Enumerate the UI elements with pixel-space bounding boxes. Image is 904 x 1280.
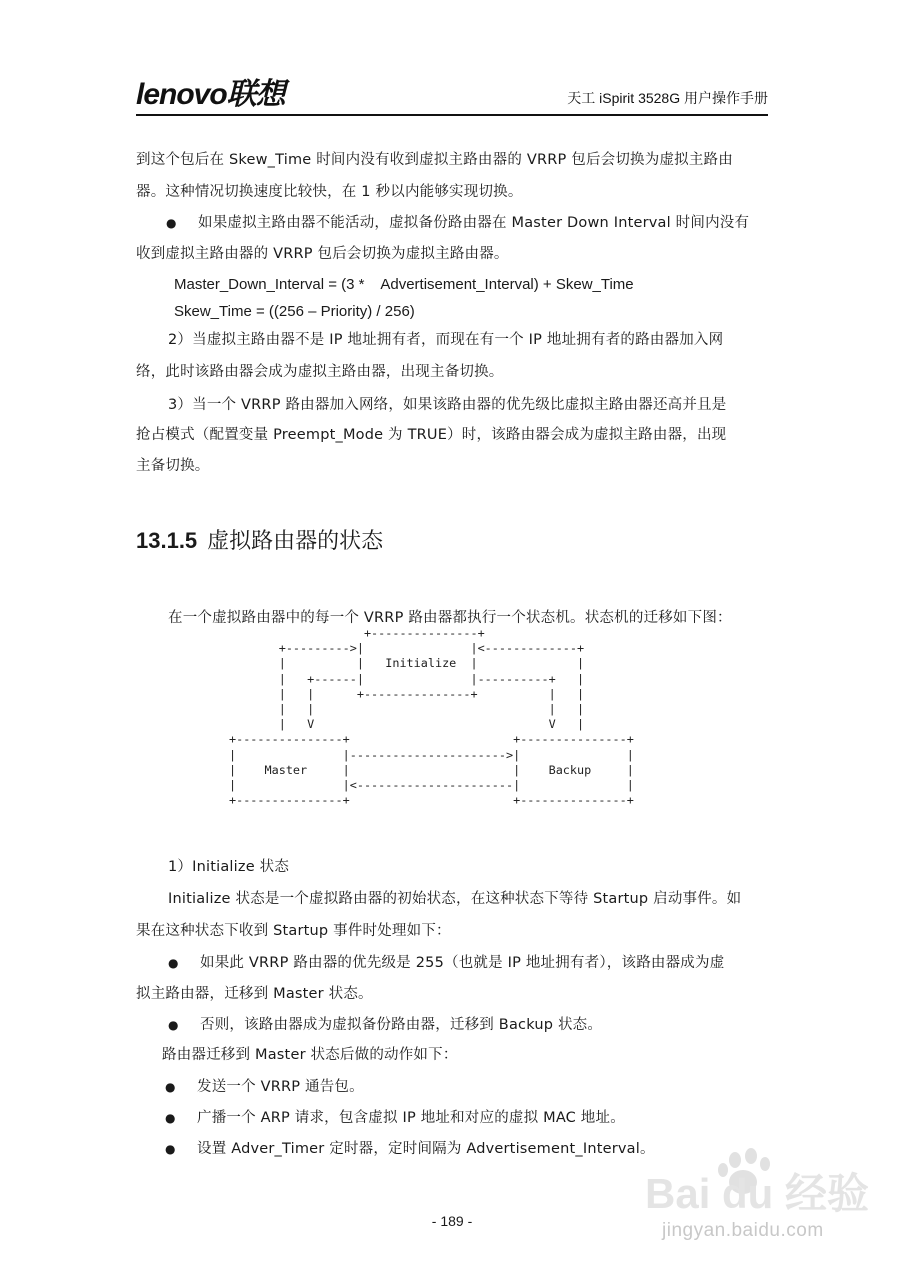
formula-skew-time: Skew_Time = ((256 – Priority) / 256) — [174, 303, 415, 320]
paragraph-line: 收到虚拟主路由器的 VRRP 包后会切换为虚拟主路由器。 — [136, 246, 509, 262]
section-number: 13.1.5 — [136, 528, 198, 553]
svg-text:Bai du 经验: Bai du 经验 — [645, 1170, 870, 1217]
bullet-text: ● 如果虚拟主路由器不能活动，虚拟备份路由器在 Master Down Interval 时间内没有 — [198, 215, 749, 231]
watermark-url: jingyan.baidu.com — [662, 1220, 824, 1241]
bullet-item — [198, 215, 772, 232]
paragraph-line: 抢占模式（配置变量 Preempt_Mode 为 TRUE）时，该路由器会成为虚拟主路由器，出现 — [136, 427, 727, 443]
formula-master-down-interval: Master_Down_Interval = (3 * Advertisement_Interval) + Skew_Time — [174, 276, 634, 293]
svg-text:lenovo联想: lenovo联想 — [136, 78, 285, 111]
bullet-text: ● 发送一个 VRRP 通告包。 — [197, 1079, 364, 1095]
manual-title: 天工 iSpirit 3528G 用户操作手册 — [567, 90, 768, 106]
lenovo-logo — [136, 76, 366, 112]
bullet-item — [197, 1110, 772, 1127]
bullet-text: ● 如果此 VRRP 路由器的优先级是 255（也就是 IP 地址拥有者），该路由器成为虚 — [200, 955, 724, 971]
bullet-item — [197, 1079, 772, 1096]
bullet-item — [200, 955, 772, 972]
page-number: - 189 - — [431, 1213, 473, 1229]
list-item-2: 2）当虚拟主路由器不是 IP 地址拥有者，而现在有一个 IP 地址拥有者的路由器加入网 — [168, 332, 724, 348]
list-item-3: 3）当一个 VRRP 路由器加入网络，如果该路由器的优先级比虚拟主路由器还高并且是 — [168, 397, 727, 413]
paragraph-line: 到这个包后在 Skew_Time 时间内没有收到虚拟主路由器的 VRRP 包后会切换为虚拟主路由 — [136, 152, 733, 168]
paragraph-line: Initialize 状态是一个虚拟路由器的初始状态，在这种状态下等待 Startup 启动事件。如 — [168, 891, 742, 907]
section-intro: 在一个虚拟路由器中的每一个 VRRP 路由器都执行一个状态机。状态机的迁移如下图： — [168, 610, 732, 626]
bullet-text: ● 广播一个 ARP 请求，包含虚拟 IP 地址和对应的虚拟 MAC 地址。 — [197, 1110, 625, 1126]
header-divider — [136, 114, 768, 116]
bullet-text: ● 否则，该路由器成为虚拟备份路由器，迁移到 Backup 状态。 — [200, 1017, 602, 1033]
paragraph-line: 器。这种情况切换速度比较快，在 1 秒以内能够实现切换。 — [136, 184, 523, 200]
paragraph-line: 络，此时该路由器会成为虚拟主路由器，出现主备切换。 — [136, 364, 504, 380]
state-title: 1）Initialize 状态 — [168, 859, 290, 875]
paragraph-line: 路由器迁移到 Master 状态后做的动作如下： — [162, 1047, 458, 1063]
paragraph-line: 拟主路由器，迁移到 Master 状态。 — [136, 986, 373, 1002]
section-heading — [136, 524, 383, 555]
state-machine-diagram: +---------------+ +--------->| |<-------------+ | | Initialize | | | +------| |----------+ | | | +---------------+ | | | | | | | V V | +---------------+ +---------------+ | |---------------------->| | | Master | | Backup | | |<----------------------| | +---------------+ +---------------+ — [229, 626, 634, 808]
bullet-text: ● 设置 Adver_Timer 定时器，定时间隔为 Advertisement_Interval。 — [197, 1141, 655, 1157]
paragraph-line: 果在这种状态下收到 Startup 事件时处理如下： — [136, 923, 451, 939]
section-title: 虚拟路由器的状态 — [207, 529, 384, 554]
paragraph-line: 主备切换。 — [136, 458, 210, 474]
bullet-item — [200, 1017, 772, 1034]
page-header — [136, 76, 768, 116]
